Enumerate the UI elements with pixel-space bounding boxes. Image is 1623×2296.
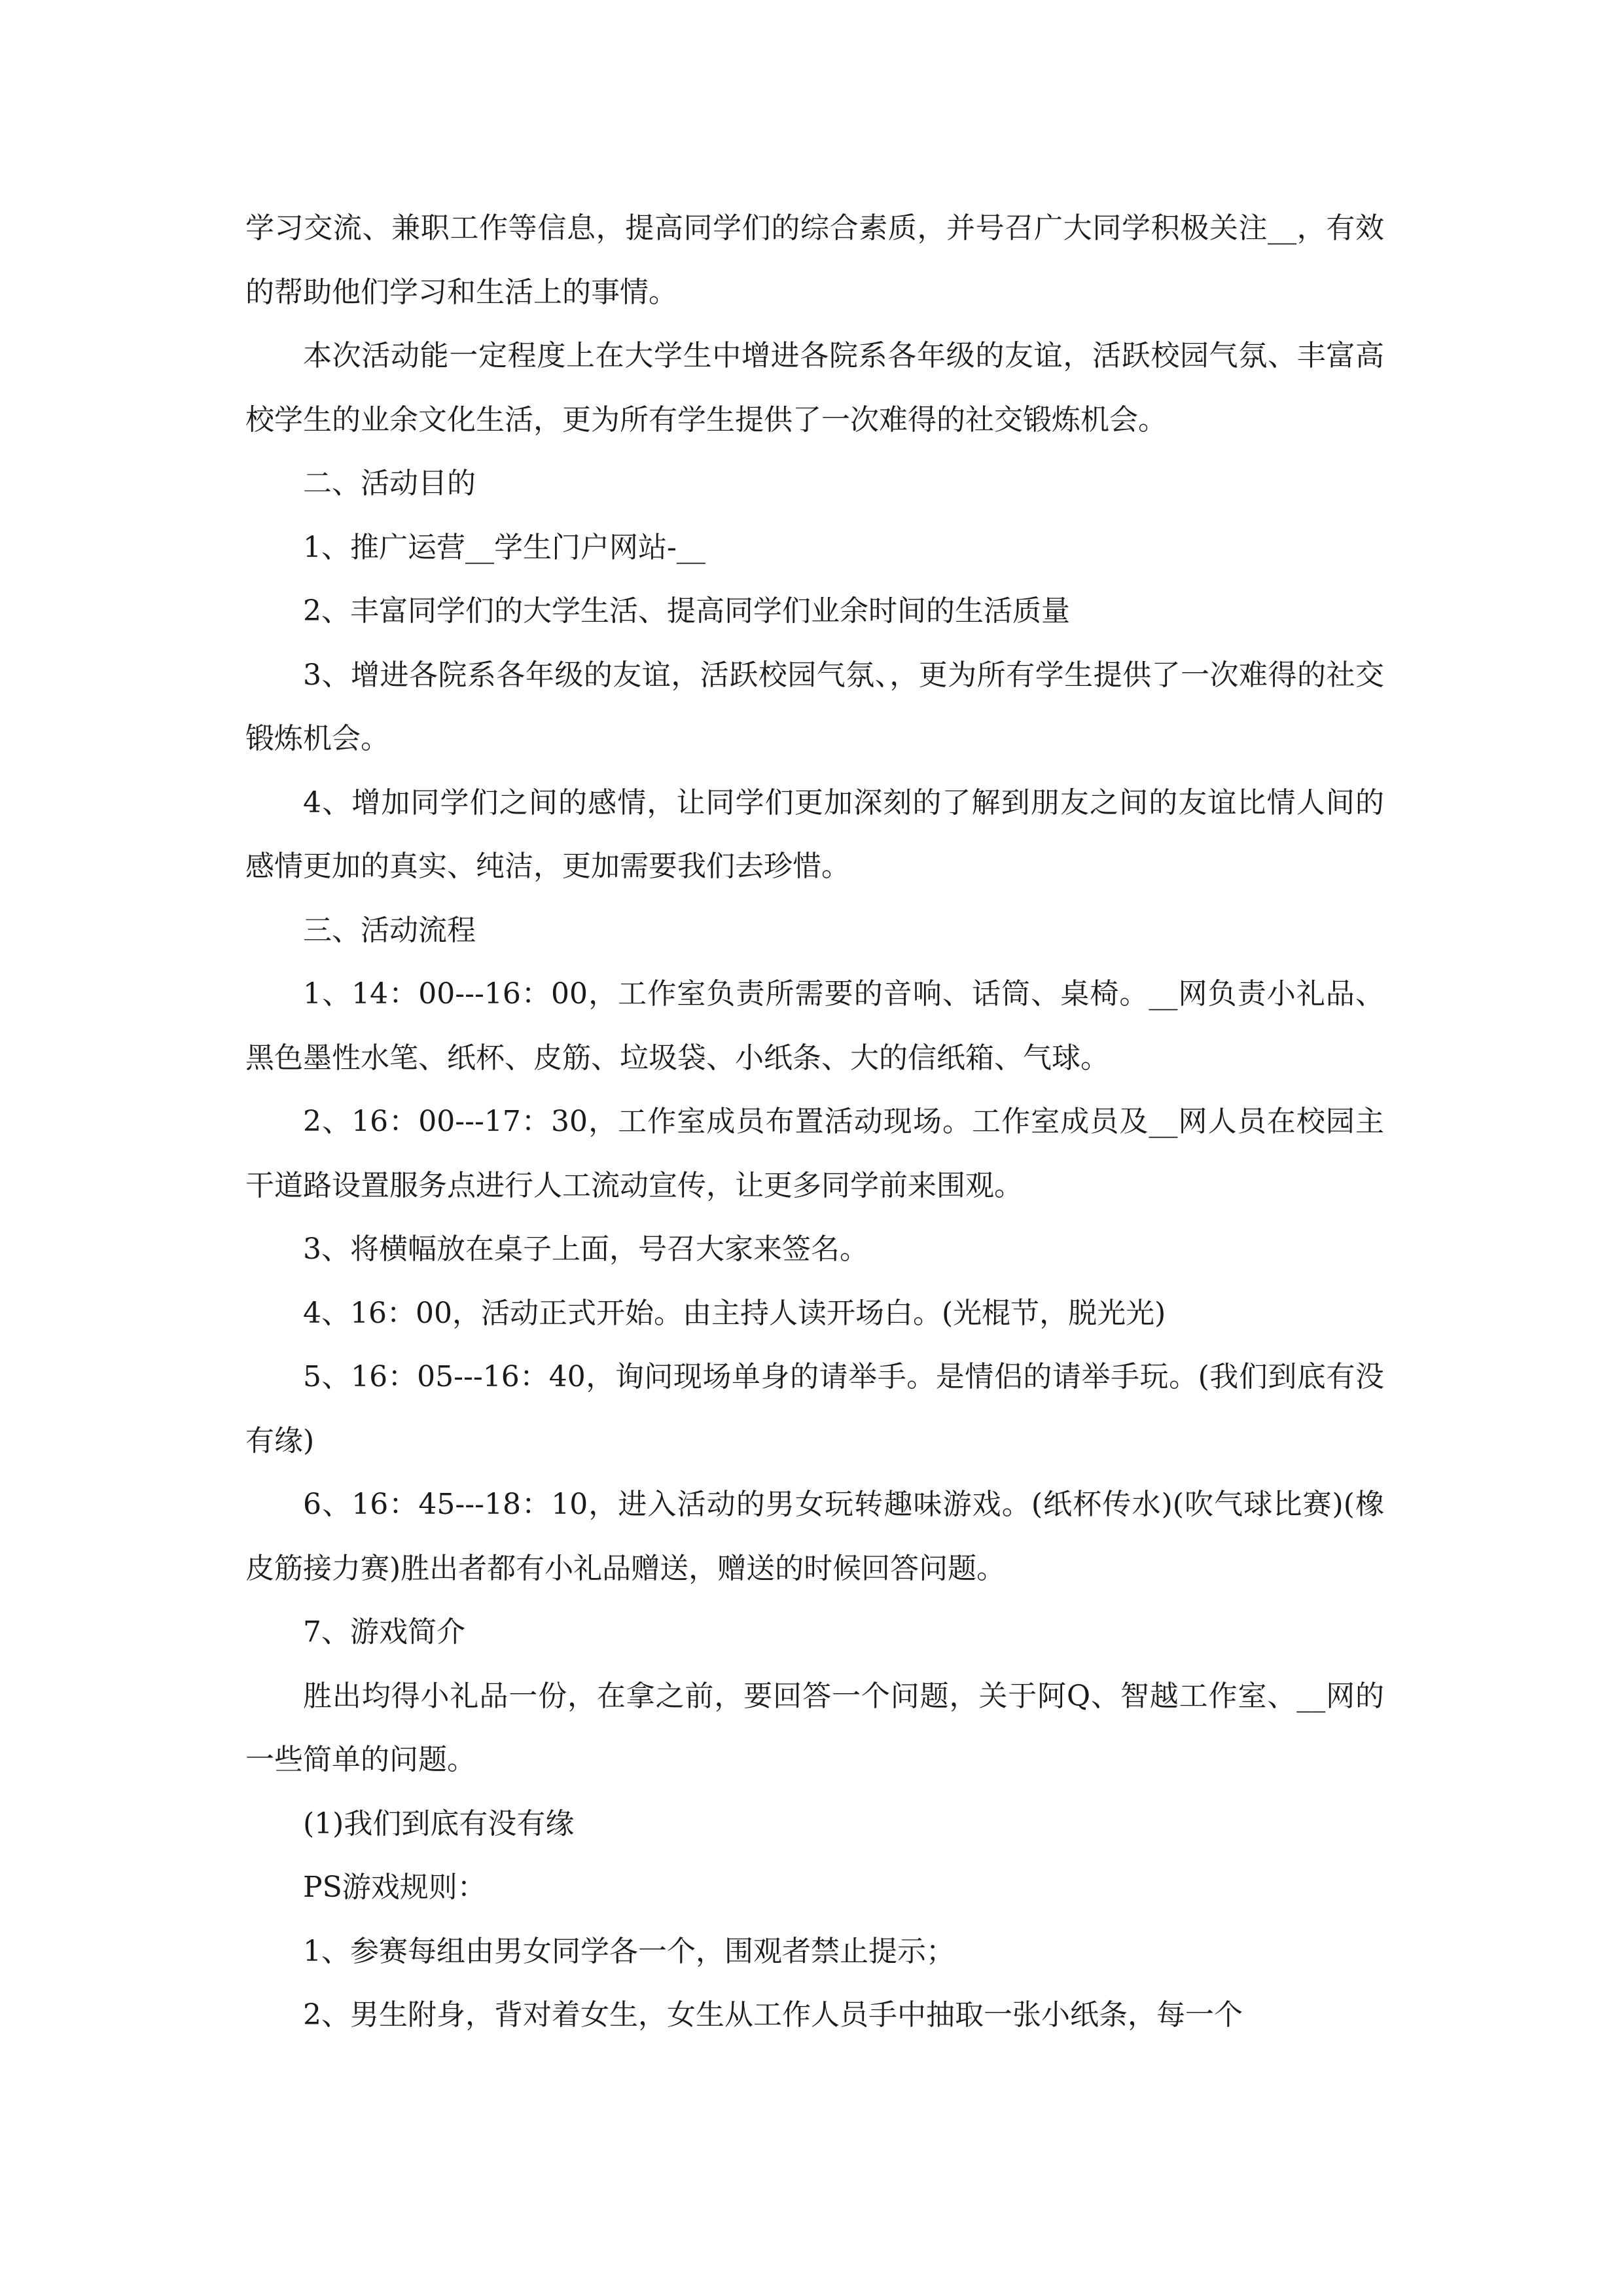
- process-item-7: 7、游戏简介: [303, 1615, 465, 1649]
- process-item-2: 2、16：00---17：30，工作室成员布置活动现场。工作室成员及__网人员在校园主干道路设置服务点进行人工流动宣传，让更多同学前来围观。: [245, 1105, 1384, 1202]
- purpose-item-2: 2、丰富同学们的大学生活、提高同学们业余时间的生活质量: [303, 594, 1070, 628]
- section-heading-purpose: 二、活动目的: [303, 467, 476, 500]
- section-heading-process: 三、活动流程: [303, 913, 476, 947]
- game-1-title: (1)我们到底有没有缘: [303, 1806, 575, 1840]
- game-intro-paragraph: 胜出均得小礼品一份，在拿之前，要回答一个问题，关于阿Q、智越工作室、__网的一些简单的问题。: [245, 1679, 1384, 1776]
- purpose-item-4: 4、增加同学们之间的感情，让同学们更加深刻的了解到朋友之间的友谊比情人间的感情更加的真实、纯洁，更加需要我们去珍惜。: [245, 785, 1384, 883]
- document-body: [245, 196, 1384, 2047]
- process-item-5: 5、16：05---16：40，询问现场单身的请举手。是情侣的请举手玩。(我们到底有没有缘): [245, 1360, 1384, 1458]
- process-item-1: 1、14：00---16：00，工作室负责所需要的音响、话筒、桌椅。__网负责小礼品、黑色墨性水笔、纸杯、皮筋、垃圾袋、小纸条、大的信纸箱、气球。: [245, 977, 1384, 1075]
- game-rule-2: 2、男生附身，背对着女生，女生从工作人员手中抽取一张小纸条，每一个: [303, 1998, 1243, 2032]
- paragraph-1: 学习交流、兼职工作等信息，提高同学们的综合素质，并号召广大同学积极关注__，有效的帮助他们学习和生活上的事情。: [245, 211, 1384, 309]
- paragraph-2: 本次活动能一定程度上在大学生中增进各院系各年级的友谊，活跃校园气氛、丰富高校学生的业余文化生活，更为所有学生提供了一次难得的社交锻炼机会。: [245, 339, 1384, 437]
- game-rules-heading: PS游戏规则：: [303, 1871, 486, 1904]
- process-item-3: 3、将横幅放在桌子上面，号召大家来签名。: [303, 1232, 868, 1266]
- process-item-6: 6、16：45---18：10，进入活动的男女玩转趣味游戏。(纸杯传水)(吹气球比赛)(橡皮筋接力赛)胜出者都有小礼品赠送，赠送的时候回答问题。: [245, 1488, 1384, 1585]
- game-rule-1: 1、参赛每组由男女同学各一个，围观者禁止提示；: [303, 1934, 955, 1968]
- purpose-item-1: 1、推广运营__学生门户网站-__: [303, 530, 705, 564]
- process-item-4: 4、16：00，活动正式开始。由主持人读开场白。(光棍节，脱光光): [303, 1296, 1166, 1330]
- purpose-item-3: 3、增进各院系各年级的友谊，活跃校园气氛、，更为所有学生提供了一次难得的社交锻炼机会。: [245, 658, 1384, 755]
